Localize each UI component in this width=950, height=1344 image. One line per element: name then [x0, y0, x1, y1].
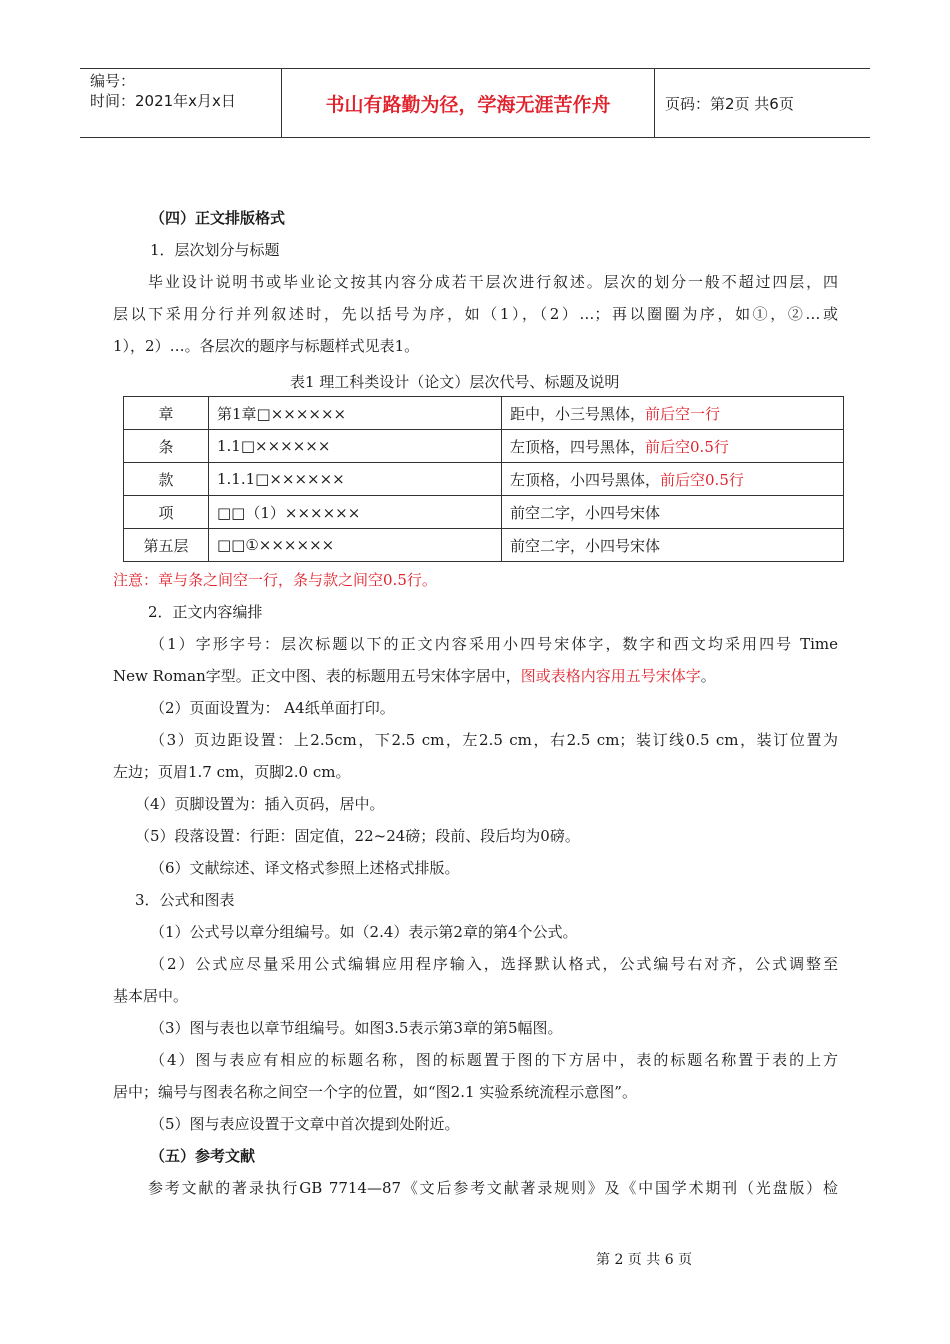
formula-item4-line1: （4）图与表应有相应的标题名称，图的标题置于图的下方居中，表的标题名称置于表的上方	[150, 1051, 838, 1069]
table-row	[124, 397, 844, 430]
desc-cell	[502, 529, 844, 562]
level-cell: 条	[124, 430, 209, 463]
item4: （4）页脚设置为：插入页码，居中。	[135, 795, 385, 813]
level-cell: 款	[124, 463, 209, 496]
item2: （2）页面设置为： A4纸单面打印。	[150, 699, 395, 717]
item1-line2-end: 。	[700, 667, 716, 685]
time-label: 时间：2021年x月x日	[90, 92, 236, 110]
code-cell: 1.1.1□××××××	[209, 463, 502, 496]
item1-line2	[113, 666, 716, 686]
header-page-info: 页码：第2页 共6页	[665, 95, 794, 113]
desc-text: 左顶格，四号黑体，	[510, 437, 646, 456]
desc-red-text: 前后空0.5行	[660, 470, 744, 489]
table-row	[124, 463, 844, 496]
desc-red-text: 前后空0.5行	[645, 437, 729, 456]
code-cell: □□①××××××	[209, 529, 502, 562]
references-line1: 参考文献的著录执行GB 7714—87《文后参考文献著录规则》及《中国学术期刊（光盘版）检	[148, 1179, 838, 1197]
desc-text: 前空二字，小四号宋体	[510, 536, 661, 555]
formula-item3: （3）图与表也以章节组编号。如图3.5表示第3章的第5幅图。	[150, 1019, 563, 1037]
desc-cell	[502, 430, 844, 463]
table-row	[124, 430, 844, 463]
formula-item4-line2: 居中；编号与图表名称之间空一个字的位置，如“图2.1 实验系统流程示意图”。	[113, 1083, 637, 1101]
para1-line1: 毕业设计说明书或毕业论文按其内容分成若干层次进行叙述。层次的划分一般不超过四层，四	[148, 273, 838, 291]
section-4-title: （四）正文排版格式	[150, 209, 286, 227]
page-header	[80, 68, 870, 138]
formula-item5: （5）图与表应设置于文章中首次提到处附近。	[150, 1115, 460, 1133]
subsection-2-title: 2．正文内容编排	[148, 603, 263, 621]
header-motto: 书山有路勤为径，学海无涯苦作舟	[281, 69, 655, 137]
item1-line2-text: New Roman字型。正文中图、表的标题用五号宋体字居中，	[113, 667, 521, 685]
para1-line2: 层以下采用分行并列叙述时，先以括号为序，如（1），（2）…；再以圈圈为序，如①，②…或	[113, 305, 838, 323]
page-footer: 第 2 页 共 6 页	[596, 1252, 693, 1268]
code-cell: 第1章□××××××	[209, 397, 502, 430]
level-table	[123, 396, 844, 562]
subsection-1-title: 1．层次划分与标题	[150, 241, 280, 259]
desc-cell	[502, 496, 844, 529]
desc-text: 前空二字，小四号宋体	[510, 503, 661, 522]
level-cell: 章	[124, 397, 209, 430]
section-5-title: （五）参考文献	[150, 1147, 256, 1165]
desc-cell	[502, 397, 844, 430]
desc-text: 左顶格，小四号黑体，	[510, 470, 661, 489]
formula-item1: （1）公式号以章分组编号。如（2.4）表示第2章的第4个公式。	[150, 923, 578, 941]
formula-item2-line1: （2）公式应尽量采用公式编辑应用程序输入，选择默认格式，公式编号右对齐，公式调整至	[150, 955, 838, 973]
desc-red-text: 前后空一行	[645, 404, 721, 423]
level-cell: 项	[124, 496, 209, 529]
desc-text: 距中，小三号黑体，	[510, 404, 646, 423]
item6: （6）文献综述、译文格式参照上述格式排版。	[150, 859, 460, 877]
table-row	[124, 529, 844, 562]
item3-line1: （3）页边距设置：上2.5cm，下2.5 cm，左2.5 cm，右2.5 cm；装订线0.5 cm，装订位置为	[150, 731, 838, 749]
item1-line1: （1）字形字号：层次标题以下的正文内容采用小四号宋体字，数字和西文均采用四号 Time	[150, 635, 838, 653]
table-row	[124, 496, 844, 529]
number-label: 编号：	[90, 72, 136, 90]
para1-line3: 1），2）…。各层次的题序与标题样式见表1。	[113, 337, 420, 355]
subsection-3-title: 3．公式和图表	[135, 891, 235, 909]
code-cell: 1.1□××××××	[209, 430, 502, 463]
formula-item2-line2: 基本居中。	[113, 987, 189, 1005]
item3-line2: 左边；页眉1.7 cm，页脚2.0 cm。	[113, 763, 351, 781]
item1-line2-red: 图或表格内容用五号宋体字	[520, 667, 701, 685]
code-cell: □□（1）××××××	[209, 496, 502, 529]
note-text: 注意：章与条之间空一行，条与款之间空0.5行。	[113, 571, 437, 589]
header-left	[90, 71, 236, 111]
item5: （5）段落设置：行距：固定值，22~24磅；段前、段后均为0磅。	[135, 827, 580, 845]
level-cell: 第五层	[124, 529, 209, 562]
desc-cell	[502, 463, 844, 496]
table-caption: 表1 理工科类设计（论文）层次代号、标题及说明	[290, 373, 620, 391]
